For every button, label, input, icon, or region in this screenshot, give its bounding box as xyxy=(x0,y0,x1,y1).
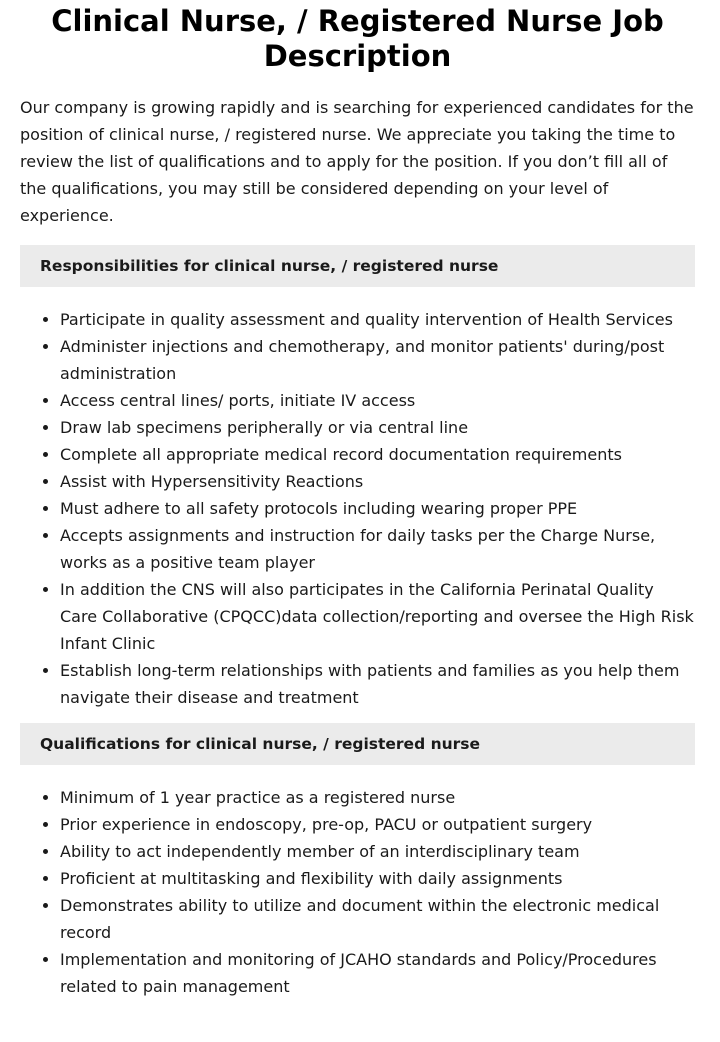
list-item: Must adhere to all safety protocols including wearing proper PPE xyxy=(60,495,695,522)
list-item: Participate in quality assessment and quality intervention of Health Services xyxy=(60,306,695,333)
list-item: Establish long-term relationships with patients and families as you help them navigate their disease and treatment xyxy=(60,657,695,711)
qualifications-list xyxy=(20,784,695,1000)
list-item: Demonstrates ability to utilize and document within the electronic medical record xyxy=(60,892,695,946)
responsibilities-heading: Responsibilities for clinical nurse, / registered nurse xyxy=(20,245,695,287)
list-item: Administer injections and chemotherapy, and monitor patients' during/post administration xyxy=(60,333,695,387)
list-item: Implementation and monitoring of JCAHO standards and Policy/Procedures related to pain management xyxy=(60,946,695,1000)
list-item: Access central lines/ ports, initiate IV access xyxy=(60,387,695,414)
list-item: Complete all appropriate medical record documentation requirements xyxy=(60,441,695,468)
list-item: Prior experience in endoscopy, pre-op, PACU or outpatient surgery xyxy=(60,811,695,838)
list-item: Ability to act independently member of an interdisciplinary team xyxy=(60,838,695,865)
list-item: Accepts assignments and instruction for daily tasks per the Charge Nurse, works as a positive team player xyxy=(60,522,695,576)
list-item: In addition the CNS will also participates in the California Perinatal Quality Care Collaborative (CPQCC)data collection/reporting and oversee the High Risk Infant Clinic xyxy=(60,576,695,657)
page-title: Clinical Nurse, / Registered Nurse Job Description xyxy=(51,4,664,73)
list-item: Draw lab specimens peripherally or via central line xyxy=(60,414,695,441)
intro-paragraph: Our company is growing rapidly and is searching for experienced candidates for the position of clinical nurse, / registered nurse. We appreciate you taking the time to review the list of qualifications and to apply for the position. If you don’t fill all of the qualifications, you may still be considered depending on your level of experience. xyxy=(20,98,694,225)
responsibilities-list xyxy=(20,306,695,711)
list-item: Proficient at multitasking and flexibility with daily assignments xyxy=(60,865,695,892)
qualifications-heading: Qualifications for clinical nurse, / registered nurse xyxy=(20,723,695,765)
job-description-page xyxy=(0,4,720,1000)
list-item: Minimum of 1 year practice as a registered nurse xyxy=(60,784,695,811)
list-item: Assist with Hypersensitivity Reactions xyxy=(60,468,695,495)
